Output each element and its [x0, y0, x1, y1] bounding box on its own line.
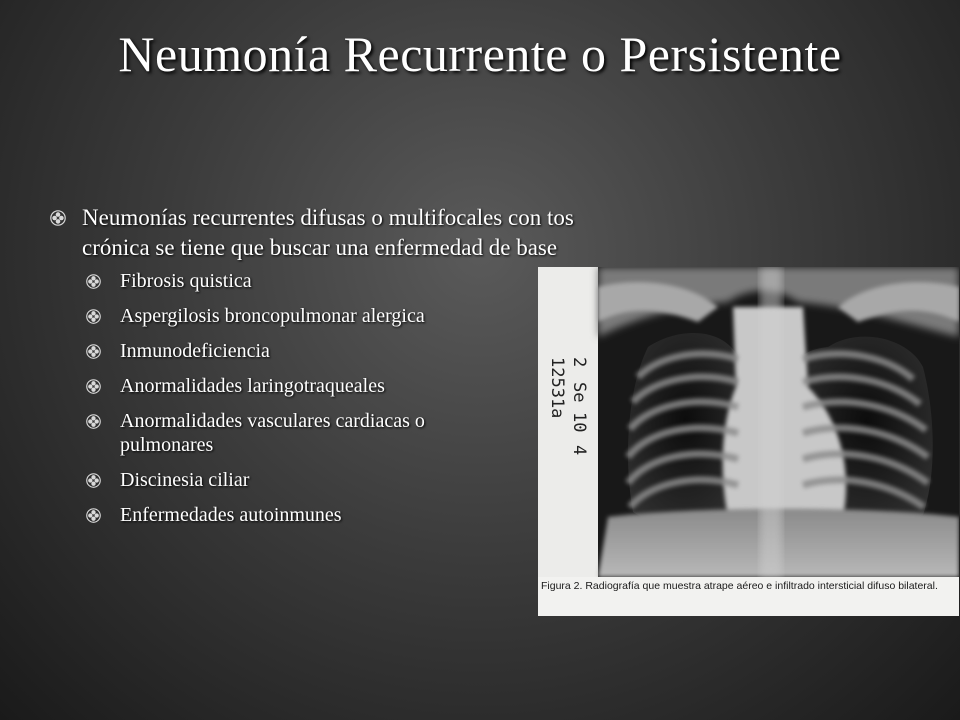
sub-bullet-text: Anormalidades laringotraqueales [120, 375, 385, 397]
sub-bullet-item [86, 374, 610, 398]
main-bullet-text: Neumonías recurrentes difusas o multifocales con tos crónica se tiene que buscar una enfermedad de base [82, 205, 574, 260]
sub-bullet-text: Enfermedades autoinmunes [120, 504, 342, 526]
film-marking: 12531a [547, 357, 567, 419]
sub-bullet-text: Aspergilosis broncopulmonar alergica [120, 305, 425, 327]
flower-bullet-icon [50, 210, 66, 226]
sub-bullet-item [86, 339, 610, 363]
chest-xray-figure [538, 267, 959, 616]
sub-bullet-item [86, 269, 610, 293]
bullet-content [50, 203, 610, 538]
sub-bullet-item [86, 468, 610, 492]
film-marking: 4 [569, 445, 589, 456]
flower-bullet-icon [86, 379, 101, 394]
sub-bullet-text: Anormalidades vasculares cardiacas o pulmonares [120, 410, 425, 456]
flower-bullet-icon [86, 508, 101, 523]
sub-bullet-text: Fibrosis quistica [120, 270, 252, 292]
sub-bullet-item [86, 304, 610, 328]
flower-bullet-icon [86, 274, 101, 289]
sub-bullet-item [86, 503, 610, 527]
film-marking: 2 [569, 357, 589, 368]
chest-xray-image [538, 267, 959, 577]
flower-bullet-icon [86, 473, 101, 488]
sub-bullet-item [86, 409, 610, 457]
flower-bullet-icon [86, 344, 101, 359]
flower-bullet-icon [86, 309, 101, 324]
flower-bullet-icon [86, 414, 101, 429]
film-marking: 10 [569, 412, 589, 433]
main-bullet [50, 203, 610, 263]
sub-bullet-text: Inmunodeficiencia [120, 340, 270, 362]
sub-bullet-list [86, 269, 610, 527]
film-marking: Se [569, 382, 589, 403]
slide-title: Neumonía Recurrente o Persistente [118, 26, 842, 82]
figure-caption: Figura 2. Radiografía que muestra atrape aéreo e infiltrado intersticial difuso bilateral. [541, 580, 938, 592]
sub-bullet-text: Discinesia ciliar [120, 469, 250, 491]
